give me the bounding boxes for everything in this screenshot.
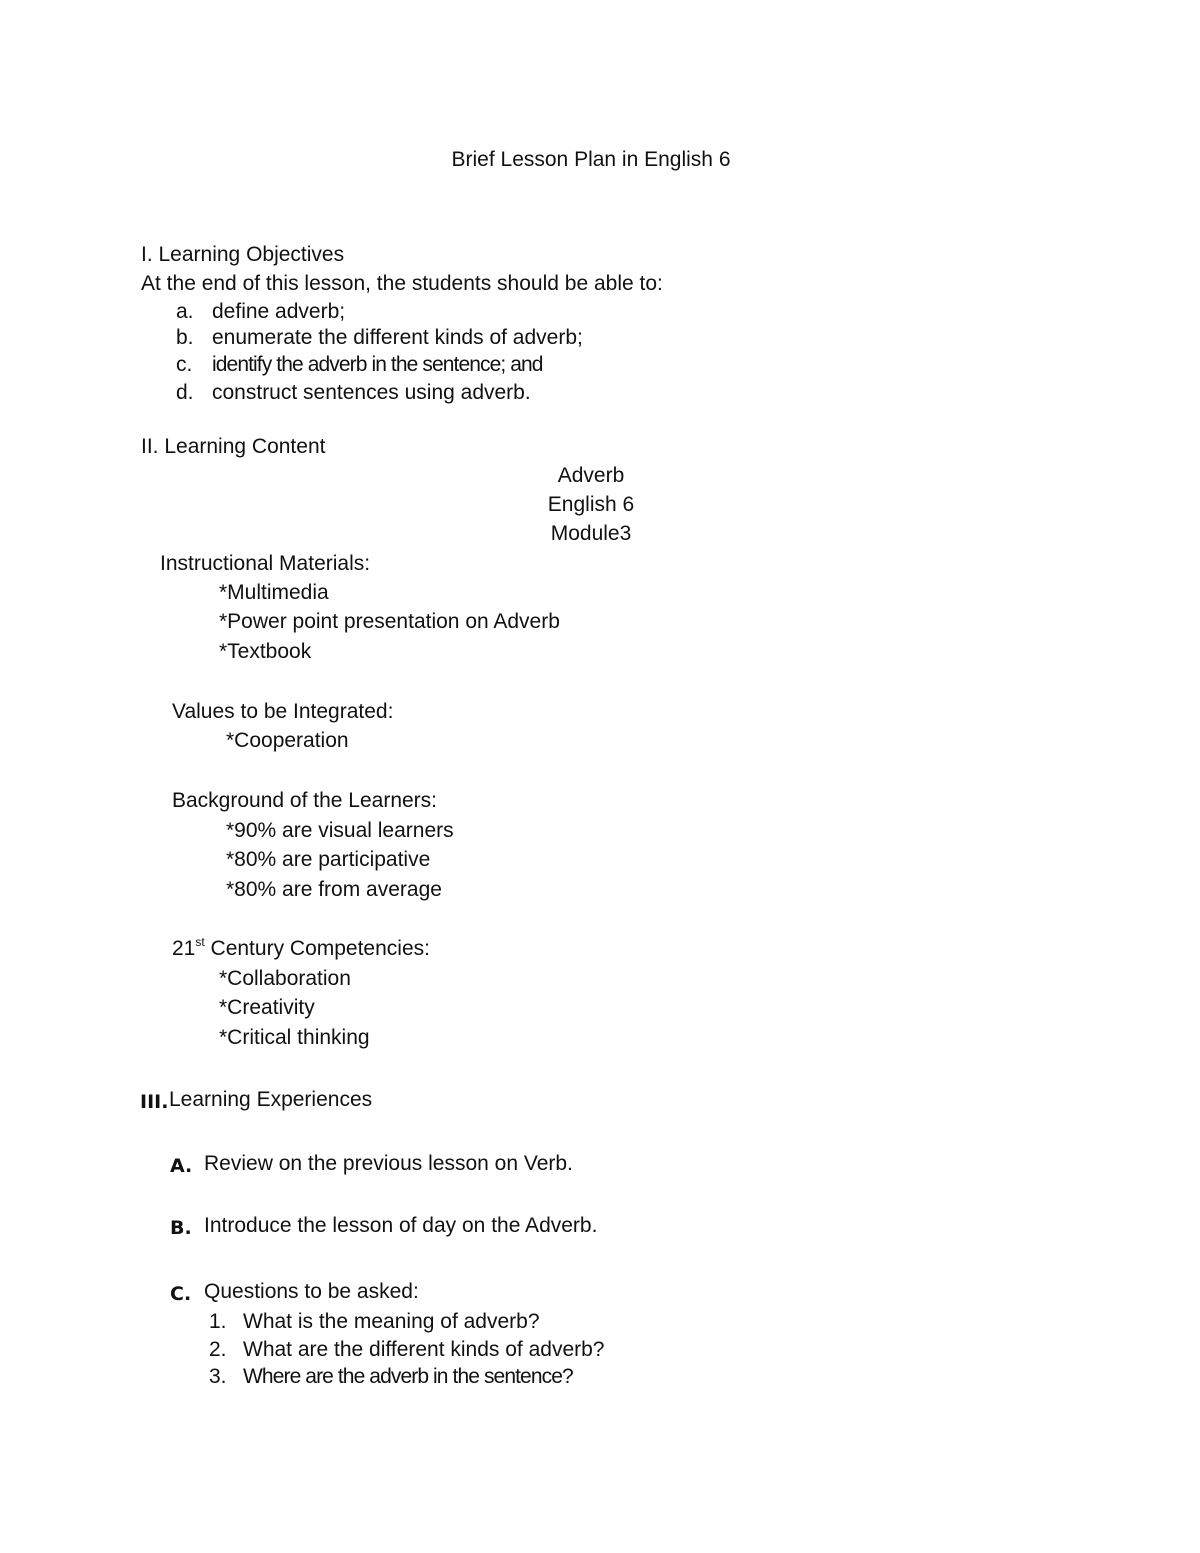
competencies-heading-superscript: st (195, 935, 205, 949)
competency-item: *Creativity (219, 996, 315, 1019)
competency-item: *Collaboration (219, 967, 351, 990)
question-text: What is the meaning of adverb? (243, 1310, 540, 1333)
question-text: Where are the adverb in the sentence? (243, 1365, 573, 1388)
objective-marker: d. (176, 381, 194, 404)
step-marker: B. (170, 1217, 192, 1239)
objective-marker: b. (176, 326, 194, 349)
step-marker: A. (170, 1155, 193, 1177)
section-heading-content: II. Learning Content (141, 435, 326, 458)
competency-item: *Critical thinking (219, 1026, 370, 1049)
question-text: What are the different kinds of adverb? (243, 1338, 605, 1361)
question-marker: 1. (209, 1310, 227, 1333)
document-title: Brief Lesson Plan in English 6 (451, 148, 731, 171)
material-item: *Textbook (219, 640, 312, 663)
step-text: Introduce the lesson of day on the Adverb. (204, 1214, 598, 1237)
step-text: Questions to be asked: (204, 1280, 419, 1303)
section-heading-experiences: Learning Experiences (169, 1088, 373, 1111)
step-text: Review on the previous lesson on Verb. (204, 1152, 573, 1175)
section-heading-number: III. (140, 1091, 169, 1113)
section-heading-objectives: I. Learning Objectives (141, 243, 345, 266)
material-item: *Multimedia (219, 581, 329, 604)
competencies-heading-text: Century Competencies: (204, 937, 430, 960)
background-item: *90% are visual learners (226, 819, 454, 842)
competencies-heading-number: 21 (172, 937, 196, 960)
values-heading: Values to be Integrated: (172, 700, 394, 723)
objectives-intro: At the end of this lesson, the students should be able to: (141, 272, 663, 295)
material-item: *Power point presentation on Adverb (219, 610, 560, 633)
value-item: *Cooperation (226, 729, 349, 752)
topic-line: Adverb (557, 464, 625, 487)
topic-line: English 6 (547, 493, 635, 516)
competencies-heading (172, 936, 430, 962)
background-heading: Background of the Learners: (172, 789, 438, 812)
topic-line: Module3 (550, 522, 632, 545)
objective-marker: c. (176, 353, 193, 376)
question-marker: 2. (209, 1338, 227, 1361)
objective-text: enumerate the different kinds of adverb; (212, 326, 583, 349)
materials-heading: Instructional Materials: (160, 552, 371, 575)
background-item: *80% are from average (226, 878, 442, 901)
question-marker: 3. (209, 1365, 227, 1388)
objective-text: define adverb; (212, 300, 346, 323)
step-marker: C. (170, 1283, 192, 1305)
objective-marker: a. (176, 300, 194, 323)
objective-text: construct sentences using adverb. (212, 381, 531, 404)
background-item: *80% are participative (226, 848, 431, 871)
objective-text: identify the adverb in the sentence; and (212, 353, 543, 376)
